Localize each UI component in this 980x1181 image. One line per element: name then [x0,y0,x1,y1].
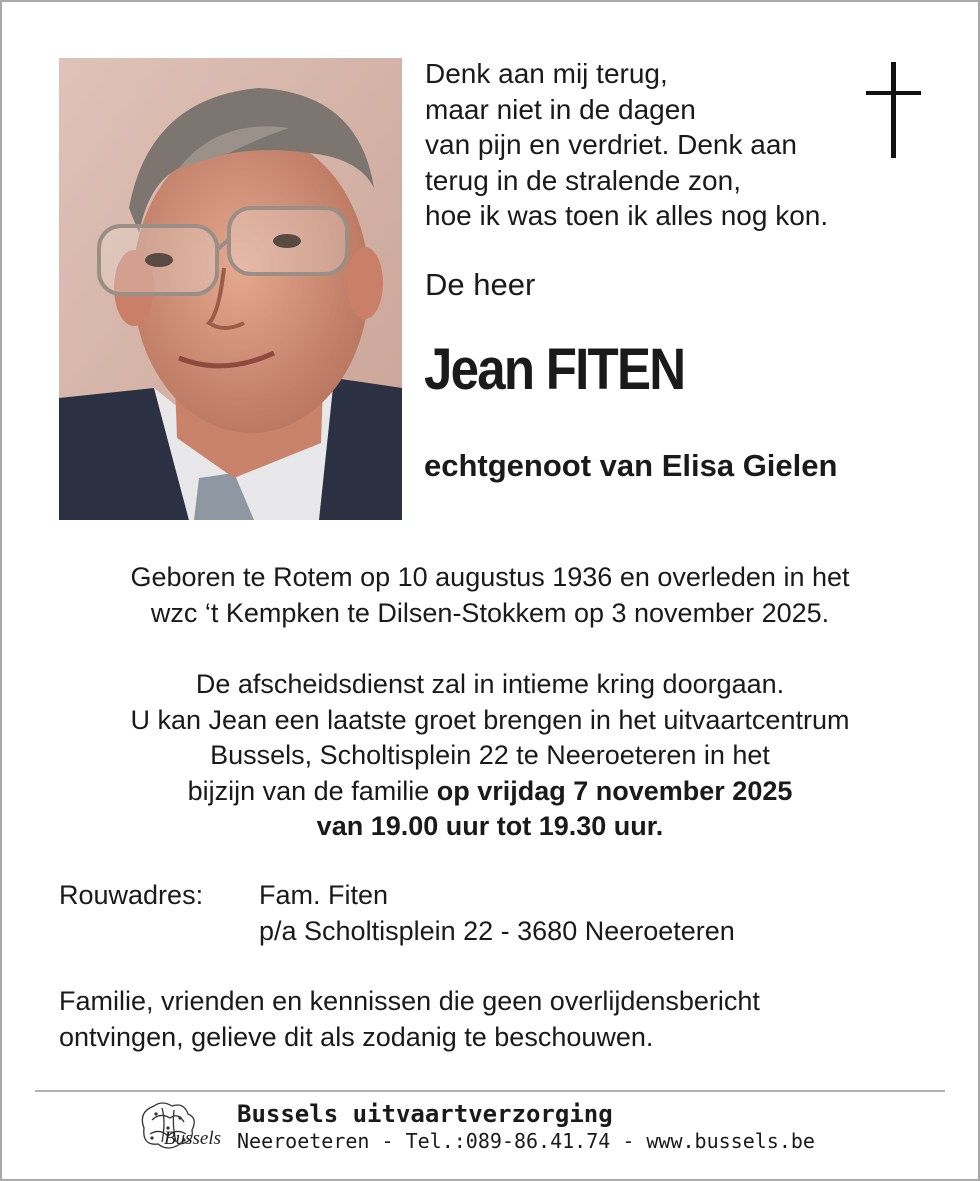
memorial-poem [425,56,865,234]
poem-line: terug in de stralende zon, [425,164,741,196]
service-date: op vrijdag 7 november 2025 [436,775,793,806]
birth-line: Geboren te Rotem op 10 augustus 1936 en overleden in het [130,562,850,592]
footer-divider [35,1090,945,1092]
service-line: U kan Jean een laatste groet brengen in het uitvaartcentrum [130,704,850,735]
service-time: van 19.00 uur tot 19.30 uur. [316,811,664,841]
address-line: p/a Scholtisplein 22 - 3680 Neeroeteren [259,916,735,946]
birth-death-info [30,560,950,631]
mourning-address-label: Rouwadres: [59,880,204,910]
address-line: Fam. Fiten [259,880,389,910]
note-line: ontvingen, gelieve dit als zodanig te beschouwen. [59,1022,654,1052]
service-line: Bussels, Scholtisplein 22 te Neeroeteren in het [210,740,770,770]
funeral-home-name: Bussels uitvaartverzorging [237,1100,613,1128]
birth-line: wzc ‘t Kempken te Dilsen-Stokkem op 3 november 2025. [150,597,830,628]
service-line-text: bijzijn van de familie [187,775,437,806]
honorific: De heer [425,267,536,302]
portrait-photo [59,58,402,520]
poem-line: maar niet in de dagen [425,93,696,125]
poem-line: hoe ik was toen ik alles nog kon. [425,200,829,231]
deceased-name: Jean FITEN [424,337,685,402]
poem-line: van pijn en verdriet. Denk aan [425,129,797,160]
farewell-service-info [30,667,950,845]
note-line: Familie, vrienden en kennissen die geen overlijdensbericht [59,986,760,1016]
poem-line: Denk aan mij terug, [425,58,668,89]
service-line [30,809,950,845]
mourning-address-value [259,877,735,949]
latin-cross-icon [864,62,922,165]
bussels-logo [132,1098,224,1161]
spouse-relation: echtgenoot van Elisa Gielen [424,448,838,483]
service-line: De afscheidsdienst zal in intieme kring doorgaan. [195,669,785,699]
logo-text: Bussels [164,1128,221,1149]
service-line [30,774,950,810]
funeral-home-contact: Neeroeteren - Tel.:089-86.41.74 - www.bussels.be [237,1129,815,1153]
notice-note [59,983,760,1055]
